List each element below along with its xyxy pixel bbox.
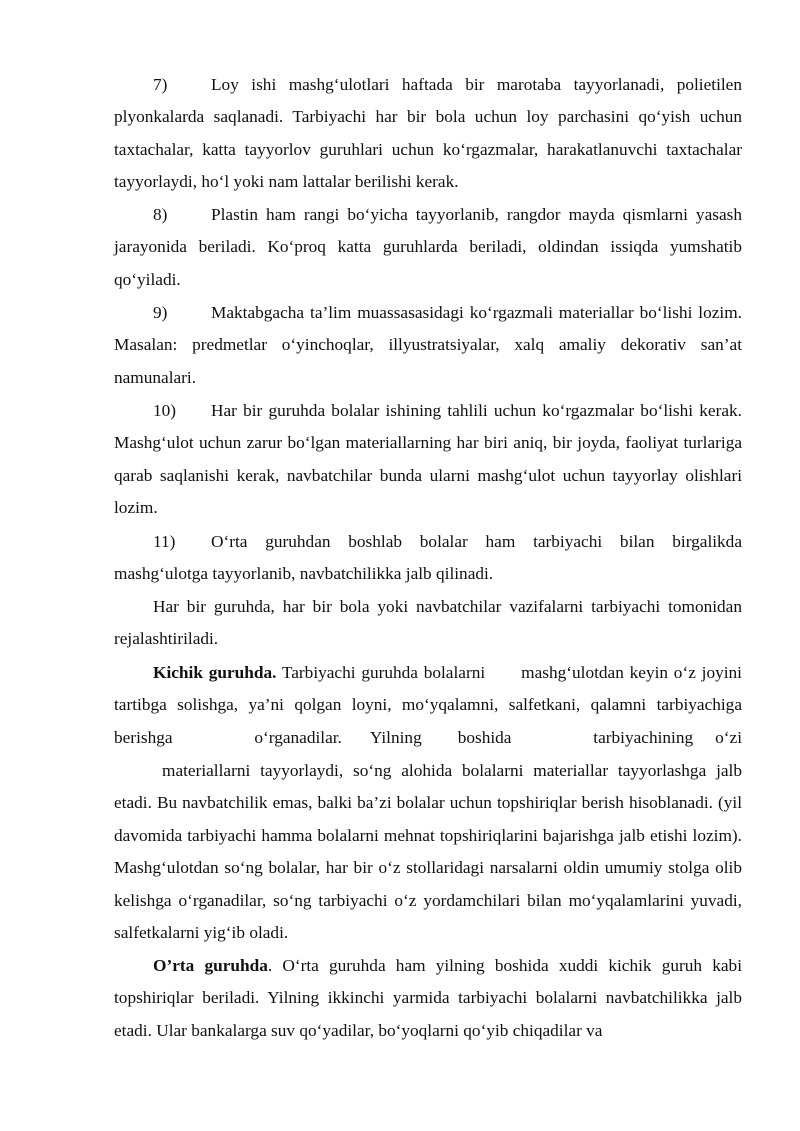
kichik-text-part: o‘zi	[715, 727, 742, 747]
list-item-7	[114, 69, 742, 199]
plan-paragraph: Har bir guruhda, har bir bola yoki navbatchilar vazifalarni tarbiyachi tomonidan rejalashtiriladi.	[114, 597, 742, 649]
list-item-text: O‘rta guruhdan boshlab bolalar ham tarbiyachi bilan birgalikda mashg‘ulotga tayyorlanib, navbatchilikka jalb qilinadi.	[114, 532, 742, 584]
list-number: 9)	[153, 303, 168, 322]
list-item-11	[114, 526, 742, 591]
orta-guruh-paragraph	[114, 950, 742, 1047]
list-item-text: Har bir guruhda bolalar ishining tahlili uchun ko‘rgazmalar bo‘lishi kerak. Mashg‘ulot uchun zarur bo‘lgan materiallarning har biri aniq, bir joyda, faoliyat turlariga qarab saqlanishi kerak, navbatchilar bunda ularni mashg‘ulot uchun tayyorlay olishlari lozim.	[114, 401, 742, 518]
list-number: 10)	[153, 401, 177, 420]
list-item-text: Maktabgacha ta’lim muassasasidagi ko‘rgazmali materiallar bo‘lishi lozim. Masalan: predmetlar o‘yinchoqlar, illyustratsiyalar, xalq amaliy dekorativ san’at namunalari.	[114, 303, 742, 387]
orta-text: . O‘rta guruhda ham yilning boshida xuddi kichik guruh kabi topshiriqlar beriladi. Yilning ikkinchi yarmida tarbiyachi bolalarni navbatchilikka jalb etadi. Ular bankalarga suv qo‘yadilar, bo‘yoqlarni qo‘yib chiqadilar va	[114, 956, 742, 1040]
list-item-9	[114, 297, 742, 394]
list-number: 11)	[153, 532, 176, 551]
orta-heading: O’rta guruhda	[153, 956, 268, 975]
list-item-text: Loy ishi mashg‘ulotlari haftada bir marotaba tayyorlanadi, polietilen plyonkalarda saqlanadi. Tarbiyachi har bir bola uchun loy parchasini qo‘yish uchun taxtachalar, katta tayyorlov guruhlari uchun ko‘rgazmalar, harakatlanuvchi taxtachalar tayyorlaydi, ho‘l yoki nam lattalar berilishi kerak.	[114, 75, 742, 192]
kichik-continuation: materiallarni tayyorlaydi, so‘ng alohida bolalarni materiallar tayyorlashga jalb etadi. Bu navbatchilik emas, balki ba’zi bolalar uchun topshiriqlar berish hisoblanadi. (yil davomida tarbiyachi hamma bolalarni mehnat topshiriqlarini bajarishga jalb etishi lozim). Mashg‘ulotdan so‘ng bolalar, har bir o‘z stollaridagi narsalarni oldin umumiy stolga olib kelishga o‘rganadilar, so‘ng tarbiyachi o‘z yordamchilari bilan mo‘yqalamlarini yuvadi, salfetkalarni yig‘ib oladi.	[114, 761, 742, 943]
kichik-guruh-paragraph	[114, 657, 742, 754]
list-number: 7)	[153, 75, 168, 94]
list-number: 8)	[153, 205, 168, 224]
kichik-text-part: Yilning	[369, 727, 422, 747]
kichik-text-part: mashg‘ulotdan keyin o‘z joyini tartibga solishga, ya’ni qolgan loyni, mo‘yqalamni, salfetkani, qalamni tarbiyachiga berishga o‘rganadilar.	[114, 663, 742, 747]
list-item-10	[114, 395, 742, 525]
kichik-text-part: boshida tarbiyachining	[457, 727, 694, 747]
kichik-heading: Kichik guruhda.	[153, 663, 277, 682]
kichik-text-part: Tarbiyachi guruhda bolalarni	[281, 663, 486, 682]
list-item-text: Plastin ham rangi bo‘yicha tayyorlanib, rangdor mayda qismlarni yasash jarayonida beriladi. Ko‘proq katta guruhlarda beriladi, oldindan issiqda yumshatib qo‘yiladi.	[114, 205, 742, 289]
list-item-8	[114, 199, 742, 296]
